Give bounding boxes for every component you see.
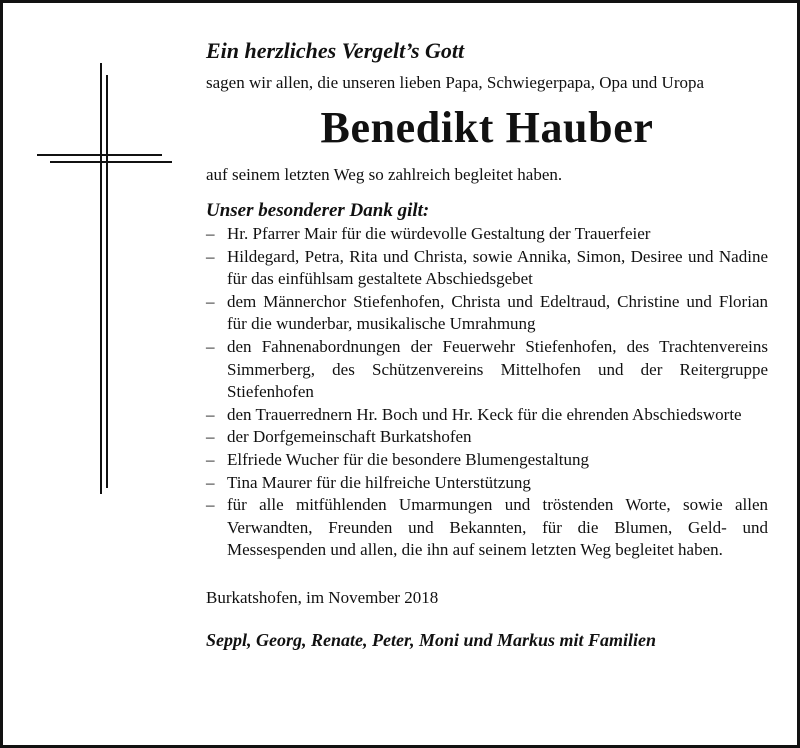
list-item	[206, 223, 768, 246]
list-dash: –	[206, 336, 215, 356]
notice-content	[206, 36, 768, 652]
list-dash: –	[206, 427, 215, 447]
list-item-text: der Dorfgemeinschaft Burkatshofen	[227, 427, 472, 447]
list-item-text: Hr. Pfarrer Mair für die würdevolle Gestaltung der Trauerfeier	[227, 224, 651, 243]
thanks-list	[206, 223, 768, 562]
cross-horizontal-line	[37, 154, 162, 156]
list-item-text: für alle mitfühlenden Umarmungen und tröstenden Worte, sowie allen Verwandten, Freunden und Bekannten, für die Blumen, Geld- und Messespenden und allen, die ihn auf seinem letzten Weg begleitet haben.	[227, 495, 768, 560]
list-item-text: den Trauerrednern Hr. Boch und Hr. Keck für die ehrenden Abschiedsworte	[227, 404, 742, 424]
deceased-name: Benedikt Hauber	[320, 103, 654, 152]
list-item-text: Tina Maurer für die hilfreiche Unterstützung	[227, 472, 531, 492]
list-item	[206, 246, 768, 291]
list-dash: –	[206, 224, 215, 243]
headline: Ein herzliches Vergelt’s Gott	[206, 38, 465, 63]
list-item	[206, 449, 768, 472]
list-item	[206, 472, 768, 495]
list-item	[206, 494, 768, 562]
list-dash: –	[206, 404, 215, 424]
list-item-text: Elfriede Wucher für die besondere Blumengestaltung	[227, 449, 590, 469]
list-item-text: Hildegard, Petra, Rita und Christa, sowie Annika, Simon, Desiree und Nadine für das einfühlsam gestaltete Abschiedsgebet	[227, 246, 768, 289]
intro-text: sagen wir allen, die unseren lieben Papa, Schwiegerpapa, Opa und Uropa	[206, 73, 705, 92]
list-dash: –	[206, 449, 215, 469]
family-signature: Seppl, Georg, Renate, Peter, Moni und Markus mit Familien	[206, 629, 657, 650]
list-dash: –	[206, 495, 215, 515]
list-item-text: dem Männerchor Stiefenhofen, Christa und Edeltraud, Christine und Florian für die wunderbar, musikalische Umrahmung	[227, 291, 768, 334]
list-item	[206, 336, 768, 404]
cross-vertical-line	[100, 63, 102, 494]
list-item	[206, 291, 768, 336]
thanks-heading: Unser besonderer Dank gilt:	[206, 200, 430, 221]
list-dash: –	[206, 472, 215, 492]
after-name-text: auf seinem letzten Weg so zahlreich begleitet haben.	[206, 165, 563, 184]
cross-horizontal-line-lower	[50, 161, 172, 163]
list-dash: –	[206, 246, 215, 266]
list-item	[206, 404, 768, 427]
list-item	[206, 426, 768, 449]
list-dash: –	[206, 291, 215, 311]
list-item-text: den Fahnenabordnungen der Feuerwehr Stiefenhofen, des Trachtenvereins Simmerberg, des Schützenvereins Mittelhofen und der Reitergruppe Stiefenhofen	[227, 336, 768, 402]
place-and-date: Burkatshofen, im November 2018	[206, 587, 439, 607]
cross-vertical-line-inner	[106, 75, 108, 488]
